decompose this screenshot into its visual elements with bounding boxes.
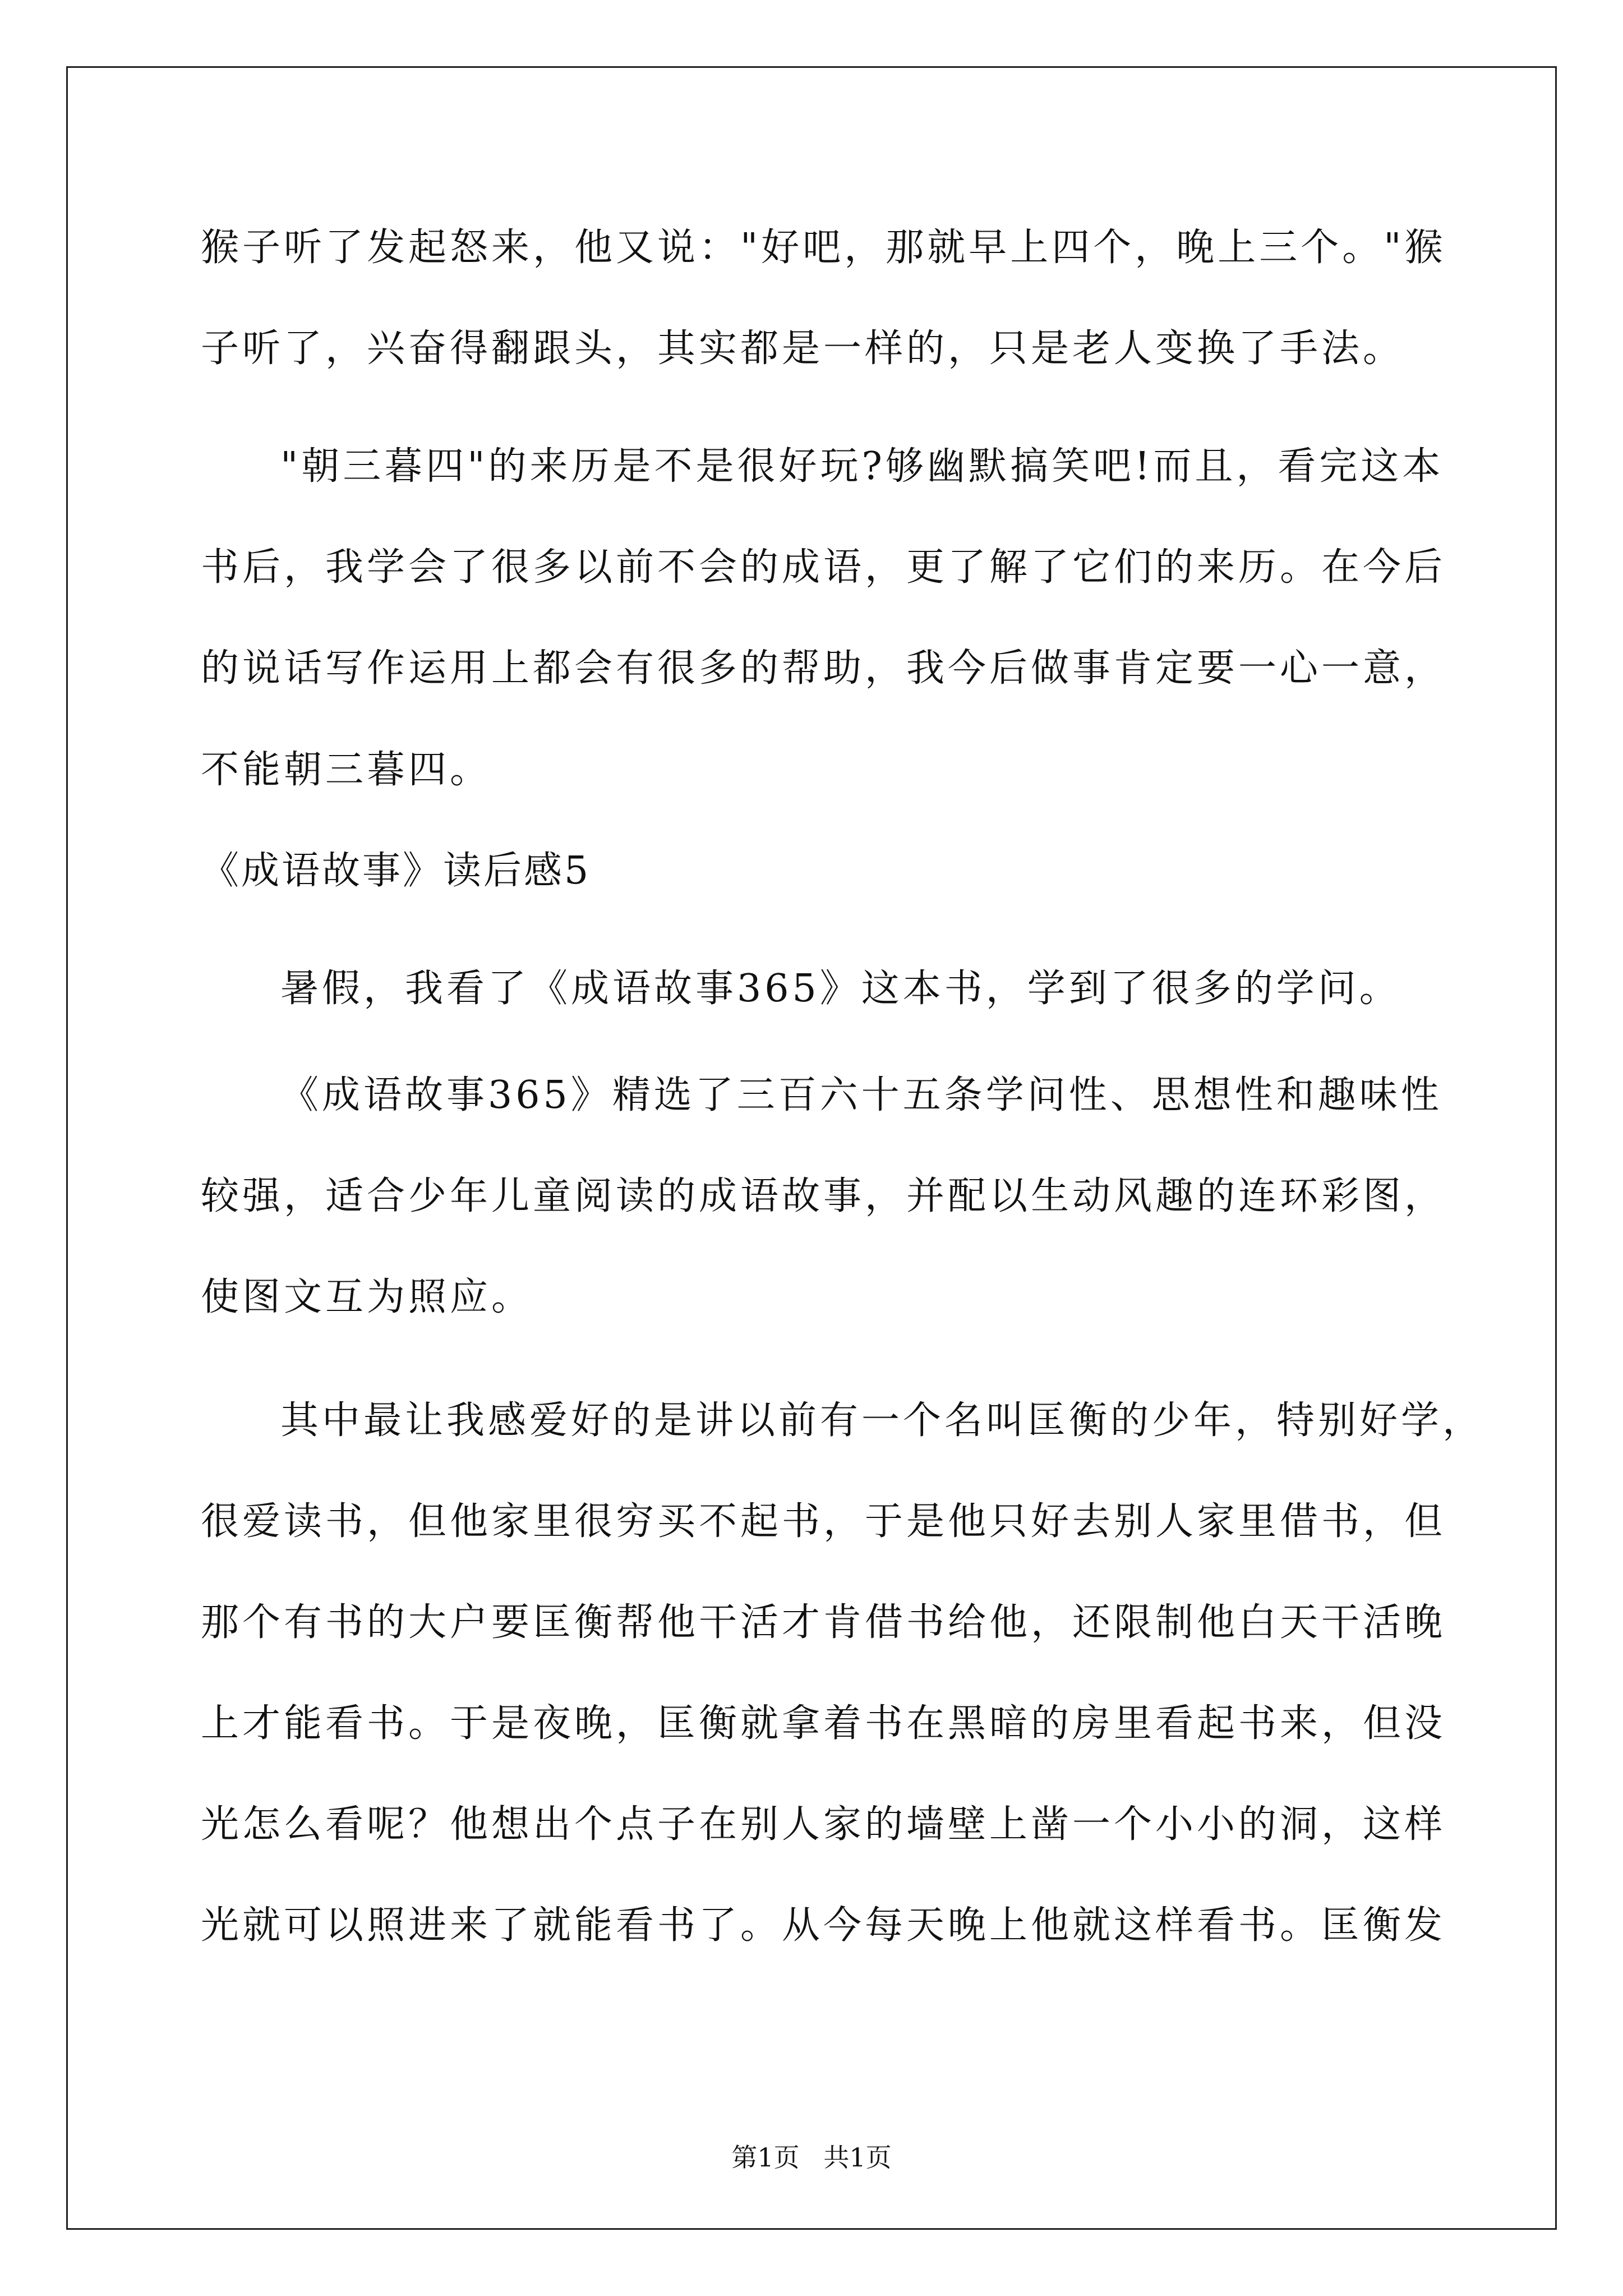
text-line: 光就可以照进来了就能看书了。从今每天晚上他就这样看书。匡衡发 [201,1903,1446,1948]
paragraph-start-line: 《成语故事365》精选了三百六十五条学问性、思想性和趣味性 [280,1073,1442,1117]
page-total: 共1页 [823,2142,892,2173]
text-line: 的说话写作运用上都会有很多的帮助，我今后做事肯定要一心一意， [201,646,1446,691]
text-line: 使图文互为照应。 [201,1275,533,1319]
paragraph-start-line: 其中最让我感爱好的是讲以前有一个名叫匡衡的少年，特别好学， [280,1398,1484,1443]
text-line: 猴子听了发起怒来，他又说："好吧，那就早上四个，晚上三个。"猴 [201,226,1446,270]
page-footer [0,2142,1623,2173]
paragraph-start-line: "朝三暮四"的来历是不是很好玩?够幽默搞笑吧!而且，看完这本 [280,444,1444,489]
paragraph-start-line: 暑假，我看了《成语故事365》这本书，学到了很多的学问。 [280,967,1401,1011]
text-line: 那个有书的大户要匡衡帮他干活才肯借书给他，还限制他白天干活晚 [201,1600,1446,1645]
text-line: 不能朝三暮四。 [201,748,492,792]
text-line: 很爱读书，但他家里很穷买不起书，于是他只好去别人家里借书，但 [201,1499,1446,1544]
section-heading: 《成语故事》读后感5 [201,849,591,893]
text-line: 光怎么看呢？他想出个点子在别人家的墙壁上凿一个小小的洞，这样 [201,1802,1446,1847]
text-line: 子听了，兴奋得翻跟头，其实都是一样的，只是老人变换了手法。 [201,326,1405,371]
page-number: 第1页 [731,2142,800,2173]
text-line: 书后，我学会了很多以前不会的成语，更了解了它们的来历。在今后 [201,545,1446,590]
text-line: 上才能看书。于是夜晚，匡衡就拿着书在黑暗的房里看起书来，但没 [201,1701,1446,1746]
text-line: 较强，适合少年儿童阅读的成语故事，并配以生动风趣的连环彩图， [201,1174,1446,1218]
